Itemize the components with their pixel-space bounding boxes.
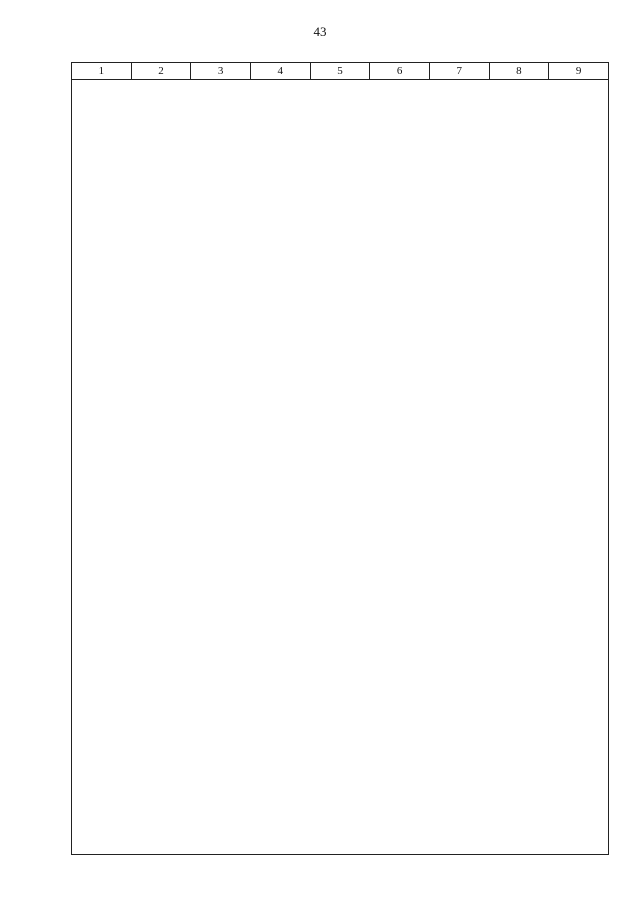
table-body-placeholder	[72, 80, 609, 855]
budget-table	[71, 62, 609, 855]
column-header: 1	[72, 63, 132, 80]
column-header: 4	[250, 63, 310, 80]
column-header: 7	[429, 63, 489, 80]
column-header: 9	[549, 63, 609, 80]
column-header: 3	[191, 63, 251, 80]
column-header: 5	[310, 63, 370, 80]
column-header: 6	[370, 63, 430, 80]
page-number: 43	[313, 24, 327, 39]
column-header: 8	[489, 63, 549, 80]
table-header-row	[72, 63, 609, 80]
table-body-placeholder-cell	[72, 80, 609, 855]
column-header: 2	[131, 63, 191, 80]
table-body	[72, 80, 609, 855]
